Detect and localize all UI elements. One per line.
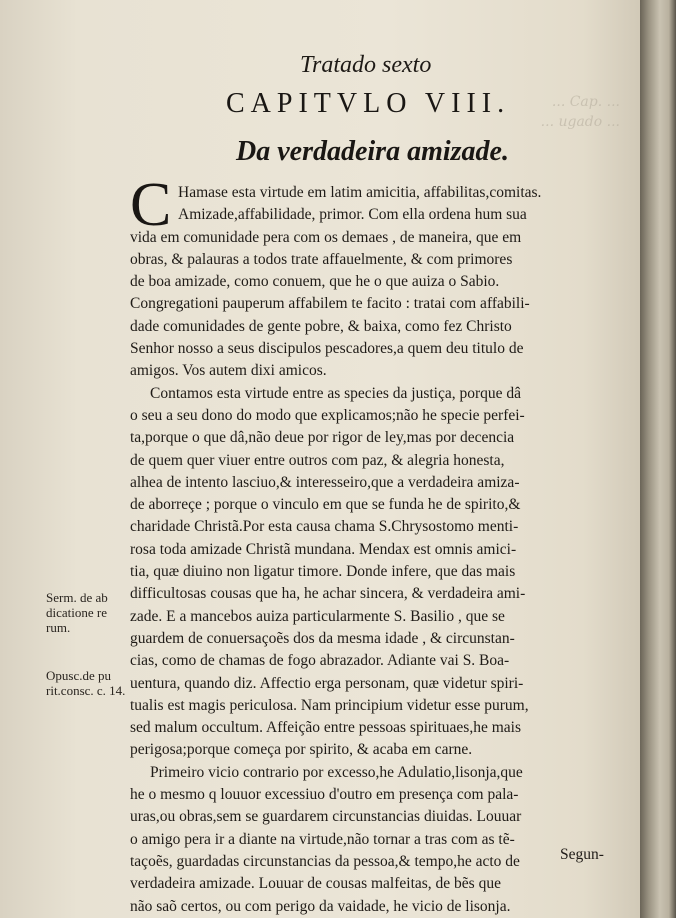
running-head: Tratado sexto: [300, 52, 432, 78]
drop-capital: C: [130, 171, 172, 239]
text-line: uras,ou obras,sem se guardarem circunstancias diuidas. Louuar: [130, 808, 522, 826]
text-line: guardem de conuersaçoẽs dos da mesma idade , & circunstan-: [130, 629, 515, 647]
text-line: rosa toda amizade Christã mundana. Mendax est omnis amici-: [130, 540, 517, 558]
chapter-title: CAPITVLO VIII.: [226, 88, 511, 119]
text-line: uentura, quando diz. Affectio erga personam, quæ videtur spiri-: [130, 674, 524, 692]
text-line: Senhor nosso a seus discipulos pescadores,a quem deu titulo de: [130, 340, 524, 358]
bleed-line: ... ugado ...: [540, 114, 620, 130]
text-line: zade. E a mancebos auiza particularmente S. Basilio , que se: [130, 607, 505, 625]
text-line: o seu a seu dono do modo que explicamos;não he specie perfei-: [130, 406, 525, 424]
text-line: não saõ certos, ou com perigo da vaidade, he vicio de lisonja.: [130, 897, 511, 915]
text-line: perigosa;porque começa por spirito, & acaba em carne.: [130, 741, 473, 759]
text-line: Contamos esta virtude entre as species da justiça, porque dâ: [150, 384, 522, 402]
text-line: charidade Christã.Por esta causa chama S.Chrysostomo menti-: [130, 518, 519, 536]
text-line: he o mesmo q louuor excessiuo d'outro em presença com pala-: [130, 786, 519, 804]
text-line: difficultosas cousas que ha, he achar sincera, & verdadeira ami-: [130, 585, 526, 603]
text-line: Amizade,affabilidade, primor. Com ella ordena hum sua: [178, 206, 527, 224]
text-line: de quem quer viuer entre outros com paz, & alegria honesta,: [130, 451, 505, 469]
text-line: de boa amizade, como conuem, que he o que auiza o Sabio.: [130, 273, 500, 291]
text-line: taçoẽs, guardadas circunstancias da pessoa,& tempo,he acto de: [130, 852, 520, 870]
text-line: Primeiro vicio contrario por excesso,he Adulatio,lisonja,que: [150, 763, 523, 781]
text-line: sed malum occultum. Affeição entre pessoas spirituaes,he mais: [130, 719, 521, 737]
text-line: tualis est magis periculosa. Nam principium videtur esse purum,: [130, 696, 529, 714]
text-line: Congregationi pauperum affabilem te facito : tratai com affabili-: [130, 295, 530, 313]
text-line: dade comunidades de gente pobre, & baixa, como fez Christo: [130, 317, 512, 335]
bleed-line: ... Cap. ...: [551, 94, 620, 110]
text-line: Hamase esta virtude em latim amicitia, affabilitas,comitas.: [178, 184, 542, 201]
catchword: Segun-: [560, 846, 604, 863]
text-line: obras, & palauras a todos trate affauelmente, & com primores: [130, 250, 513, 268]
text-line: alhea de intento lasciuo,& interesseiro,que a verdadeira amiza-: [130, 473, 520, 491]
text-line: o amigo pera ir a diante na virtude,não tornar a tras com as tẽ-: [130, 830, 515, 848]
section-heading: Da verdadeira amizade.: [236, 136, 509, 167]
text-line: vida em comunidade pera com os demaes , de maneira, que em: [130, 228, 522, 246]
text-line: verdadeira amizade. Louuar de cousas malfeitas, de bẽs que: [130, 875, 501, 893]
text-line: ta,porque o que dâ,não deue por rigor de ley,mas por decencia: [130, 429, 515, 447]
text-line: de aborreçe ; porque o vinculo em que se funda he de spirito,&: [130, 496, 521, 514]
margin-note-basil: Serm. de ab dicatione re rum.: [46, 590, 108, 635]
text-line: amigos. Vos autem dixi amicos.: [130, 362, 327, 380]
text-line: tia, quæ diuino non ligatur timore. Donde infere, que das mais: [130, 563, 516, 581]
margin-note-bonaventure: Opusc.de pu rit.consc. c. 14.: [46, 668, 126, 698]
text-line: cias, como de chamas de fogo abrazador. Adiante vai S. Boa-: [130, 652, 510, 670]
body-text: [130, 171, 614, 918]
book-fore-edge: [640, 0, 676, 918]
